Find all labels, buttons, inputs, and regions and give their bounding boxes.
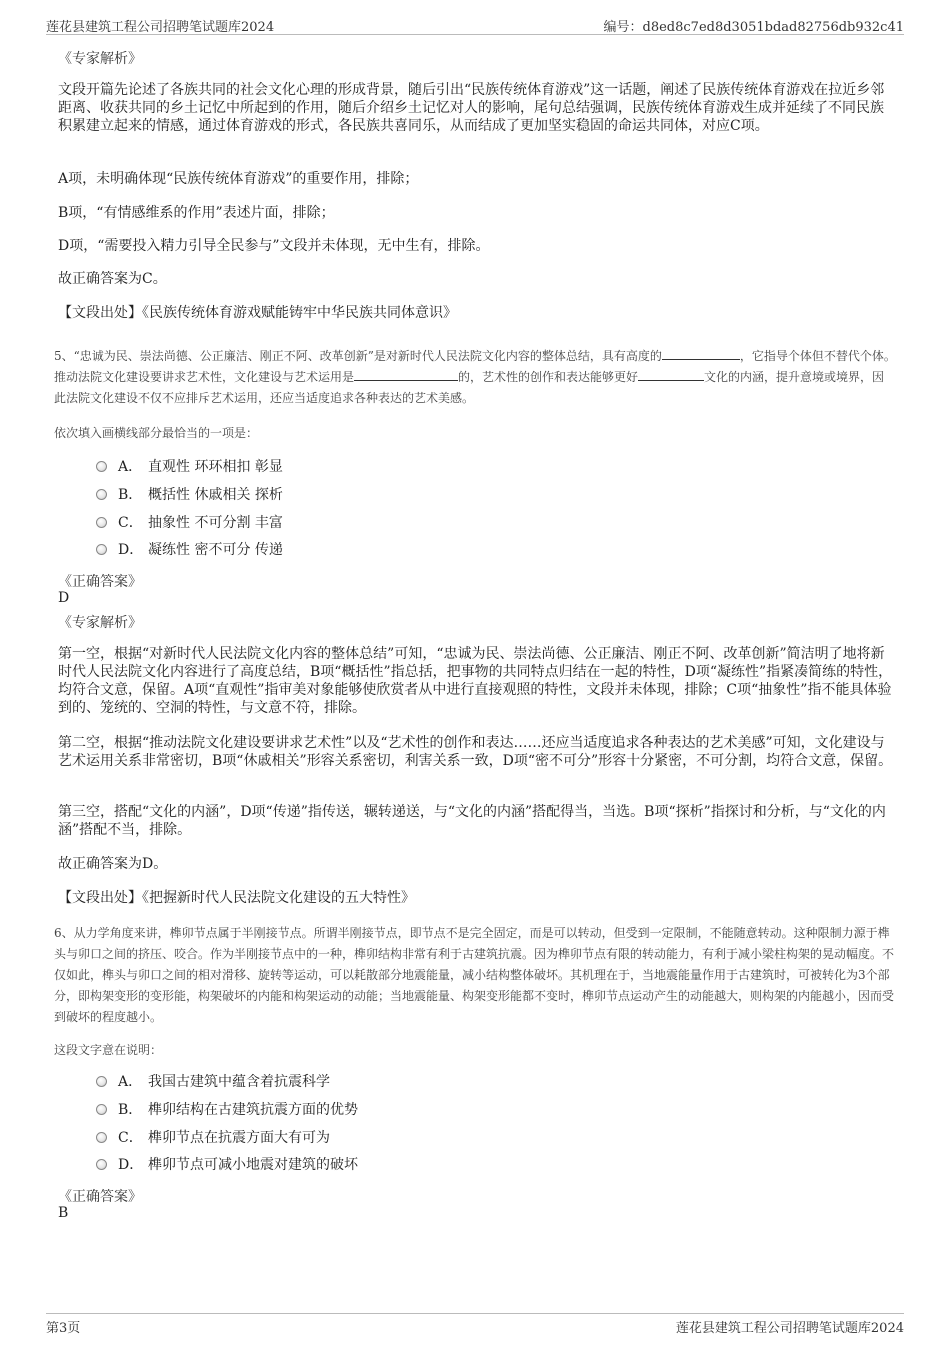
analysis-paragraph: 文段开篇先论述了各族共同的社会文化心理的形成背景，随后引出“民族传统体育游戏”这一话题，阐述了民族传统体育游戏在拉近乡邻距离、收获共同的乡土记忆中所起到的作用，随后介绍乡土记忆对人的影响，尾句总结强调，民族传统体育游戏生成并延续了不同民族积累建立起来的情感，通过体育游戏的形式，各民族共喜同乐，从而结成了更加坚实稳固的命运共同体，对应C项。 <box>58 82 885 134</box>
correct-answer: D <box>58 590 70 606</box>
page-footer <box>46 1313 904 1334</box>
passage-source: 【文段出处】《把握新时代人民法院文化建设的五大特性》 <box>58 890 415 906</box>
option-letter: B． <box>118 1102 143 1118</box>
option-letter: C． <box>118 1130 143 1146</box>
option-letter: D． <box>118 542 144 558</box>
option-d-analysis: D项，“需要投入精力引导全民参与”文段并未体现，无中生有，排除。 <box>58 238 490 254</box>
footer-title: 莲花县建筑工程公司招聘笔试题库2024 <box>675 1321 904 1336</box>
header-title: 莲花县建筑工程公司招聘笔试题库2024 <box>46 20 275 35</box>
option-letter: C． <box>118 515 143 531</box>
fill-blank <box>638 368 704 381</box>
analysis-paragraph-2: 第二空，根据“推动法院文化建设要讲求艺术性”以及“艺术性的创作和表达……还应当适度追求各种表达的艺术美感”可知，文化建设与艺术运用关系非常密切，B项“休戚相关”形容关系密切，利害关系一致，D项“密不可分”形容十分紧密，不可分割，均符合文意，保留。 <box>58 735 893 769</box>
correct-answer: B <box>58 1205 69 1221</box>
q5-stem-part: 5、“忠诚为民、崇法尚德、公正廉洁、刚正不阿、改革创新”是对新时代人民法院文化内容的整体总结，具有高度的 <box>54 349 662 363</box>
page-header <box>46 14 904 35</box>
option-letter: D． <box>118 1157 144 1173</box>
option-letter: A． <box>118 1074 143 1090</box>
fill-blank <box>354 368 458 381</box>
question-5-stem <box>54 346 896 409</box>
option-text: 直观性 环环相扣 彰显 <box>148 459 283 475</box>
radio-button-icon[interactable] <box>96 1104 107 1115</box>
option-a-analysis: A项，未明确体现“民族传统体育游戏”的重要作用，排除； <box>58 171 419 187</box>
option-text: 概括性 休戚相关 探析 <box>148 487 283 503</box>
option-text: 榫卯节点在抗震方面大有可为 <box>148 1130 330 1146</box>
radio-button-icon[interactable] <box>96 517 107 528</box>
question-6-prompt: 这段文字意在说明： <box>54 1043 163 1057</box>
option-text: 我国古建筑中蕴含着抗震科学 <box>148 1074 330 1090</box>
radio-button-icon[interactable] <box>96 489 107 500</box>
option-text: 榫卯结构在古建筑抗震方面的优势 <box>148 1102 358 1118</box>
option-letter: B． <box>118 487 143 503</box>
correct-answer-label: 《正确答案》 <box>58 574 142 590</box>
analysis-paragraph-1: 第一空，根据“对新时代人民法院文化内容的整体总结”可知，“忠诚为民、崇法尚德、公正廉洁、刚正不阿、改革创新”简洁明了地将新时代人民法院文化内容进行了高度总结，B项“概括性”指总括，把事物的共同特点归结在一起的特性，D项“凝练性”指紧凑简练的特性，均符合文意，保留。A项“直观性”指审美对象能够使欣赏者从中进行直接观照的特性，文段并未体现，排除；C项“抽象性”指不能具体验到的、笼统的、空洞的特性，与文意不符，排除。 <box>58 646 893 716</box>
expert-analysis-label: 《专家解析》 <box>58 615 142 631</box>
fill-blank <box>662 347 740 360</box>
option-text: 榫卯节点可减小地震对建筑的破坏 <box>148 1157 358 1173</box>
q5-stem-part: 的，艺术性的创作和表达能够更好 <box>458 370 639 384</box>
radio-button-icon[interactable] <box>96 1076 107 1087</box>
radio-button-icon[interactable] <box>96 544 107 555</box>
correct-answer-label: 《正确答案》 <box>58 1189 142 1205</box>
expert-analysis-label: 《专家解析》 <box>58 51 142 67</box>
option-text: 凝练性 密不可分 传递 <box>148 542 283 558</box>
conclusion: 故正确答案为D。 <box>58 856 168 872</box>
conclusion: 故正确答案为C。 <box>58 271 167 287</box>
header-doc-id: 编号：d8ed8c7ed8d3051bdad82756db932c41 <box>603 20 904 35</box>
question-5-prompt: 依次填入画横线部分最恰当的一项是： <box>54 426 259 440</box>
analysis-paragraph-3: 第三空，搭配“文化的内涵”，D项“传递”指传送，辗转递送，与“文化的内涵”搭配得当，当选。B项“探析”指探讨和分析，与“文化的内涵”搭配不当，排除。 <box>58 804 886 838</box>
page-number: 第3页 <box>46 1321 81 1336</box>
radio-button-icon[interactable] <box>96 1132 107 1143</box>
option-text: 抽象性 不可分割 丰富 <box>148 515 283 531</box>
question-6-stem: 6、从力学角度来讲，榫卯节点属于半刚接节点。所谓半刚接节点，即节点不是完全固定，而是可以转动，但受到一定限制，不能随意转动。这种限制力源于榫头与卯口之间的挤压、咬合。作为半刚接节点中的一种，榫卯结构非常有利于古建筑抗震。因为榫卯节点有限的转动能力，有利于减小梁柱构架的晃动幅度。不仅如此，榫头与卯口之间的相对滑移、旋转等运动，可以耗散部分地震能量，减小结构整体破坏。其机理在于，当地震能量作用于古建筑时，可被转化为3个部分，即构架变形的变形能，构架破坏的内能和构架运动的动能；当地震能量、构架变形能都不变时，榫卯节点运动产生的动能越大，则构架的内能越小，因而受到破坏的程度越小。 <box>54 926 895 1024</box>
option-b-analysis: B项，“有情感维系的作用”表述片面，排除； <box>58 205 335 221</box>
radio-button-icon[interactable] <box>96 461 107 472</box>
passage-source: 【文段出处】《民族传统体育游戏赋能铸牢中华民族共同体意识》 <box>58 305 457 321</box>
radio-button-icon[interactable] <box>96 1159 107 1170</box>
q5-stem-part: 文化的内涵，提升意境或境界，因此法院文化建设不仅不应排斥艺术运用，还应当适度追求各种表达的艺术美感。 <box>54 370 885 405</box>
option-letter: A． <box>118 459 143 475</box>
q5-stem-part: ，它指导个体但不替代个体。推动法院文化建设要讲求艺术性，文化建设与艺术运用是 <box>54 349 896 384</box>
